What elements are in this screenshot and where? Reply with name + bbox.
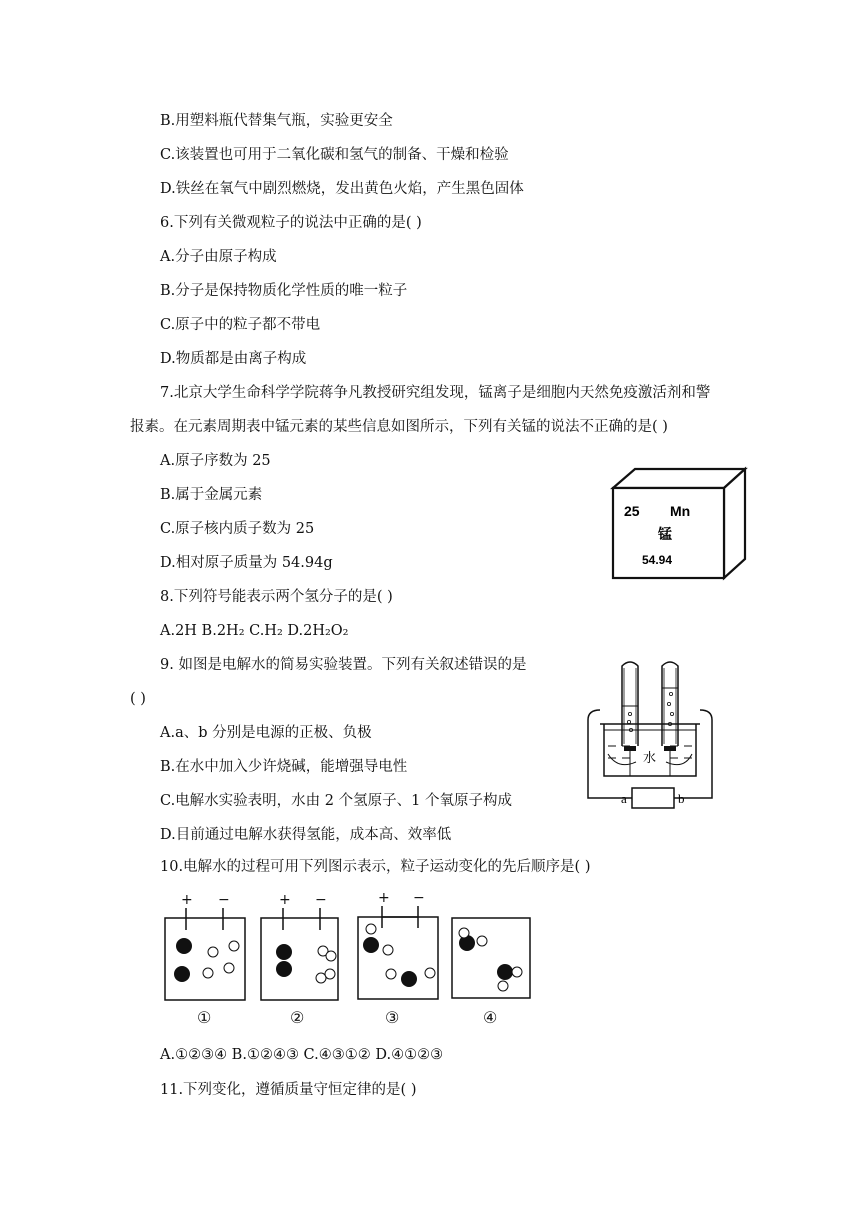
minus-sign-1: − — [218, 892, 230, 908]
plus-sign-1: + — [181, 892, 193, 908]
electrolysis-particle-diagram — [160, 888, 540, 1003]
diagram-label-3: ③ — [385, 1008, 400, 1027]
q6-option-a: A.分子由原子构成 — [160, 249, 277, 265]
q6-option-c: C.原子中的粒子都不带电 — [160, 317, 321, 333]
q7-option-c: C.原子核内质子数为 25 — [160, 521, 315, 537]
plus-sign-3: + — [378, 890, 390, 906]
q7-stem-line1: 7.北京大学生命科学学院蒋争凡教授研究组发现，锰离子是细胞内天然免疫激活剂和警 — [160, 385, 711, 401]
element-name: 锰 — [658, 527, 672, 543]
q7-option-d: D.相对原子质量为 54.94g — [160, 555, 333, 571]
q5-option-d: D.铁丝在氧气中剧烈燃烧，发出黄色火焰，产生黑色固体 — [160, 181, 524, 197]
q10-options: A.①②③④ B.①②④③ C.④③①② D.④①②③ — [160, 1047, 444, 1063]
terminal-a-label: a — [621, 791, 627, 806]
element-mass: 54.94 — [642, 553, 673, 567]
q6-option-b: B.分子是保持物质化学性质的唯一粒子 — [160, 283, 408, 299]
q5-option-c: C.该装置也可用于二氧化碳和氢气的制备、干燥和检验 — [160, 147, 509, 163]
q10-stem: 10.电解水的过程可用下列图示表示，粒子运动变化的先后顺序是( ) — [160, 859, 591, 875]
electrolysis-apparatus-figure — [588, 658, 718, 816]
q9-stem-line2: ( ) — [130, 691, 146, 707]
q7-option-a: A.原子序数为 25 — [160, 453, 271, 469]
q7-stem-line2: 报素。在元素周期表中锰元素的某些信息如图所示，下列有关锰的说法不正确的是( ) — [130, 419, 668, 435]
q9-option-c: C.电解水实验表明，水由 2 个氢原子、1 个氧原子构成 — [160, 793, 512, 809]
minus-sign-3: − — [413, 890, 425, 906]
q11-stem: 11.下列变化，遵循质量守恒定律的是( ) — [160, 1082, 417, 1098]
element-number: 25 — [624, 503, 640, 519]
q8-stem: 8.下列符号能表示两个氢分子的是( ) — [160, 589, 393, 605]
water-label: 水 — [643, 751, 657, 766]
plus-sign-2: + — [279, 892, 291, 908]
diagram-label-1: ① — [197, 1008, 212, 1027]
minus-sign-2: − — [315, 892, 327, 908]
q9-stem-line1: 9. 如图是电解水的简易实验装置。下列有关叙述错误的是 — [160, 657, 527, 673]
q5-option-b: B.用塑料瓶代替集气瓶，实验更安全 — [160, 113, 393, 129]
q6-option-d: D.物质都是由离子构成 — [160, 351, 307, 367]
element-symbol: Mn — [670, 503, 691, 519]
diagram-label-4: ④ — [483, 1008, 498, 1027]
q9-option-b: B.在水中加入少许烧碱，能增强导电性 — [160, 759, 408, 775]
q9-option-a: A.a、b 分别是电源的正极、负极 — [160, 725, 372, 741]
q9-option-d: D.目前通过电解水获得氢能，成本高、效率低 — [160, 827, 452, 843]
q6-stem: 6.下列有关微观粒子的说法中正确的是( ) — [160, 215, 422, 231]
diagram-label-2: ② — [290, 1008, 305, 1027]
terminal-b-label: b — [678, 791, 685, 806]
q7-option-b: B.属于金属元素 — [160, 487, 263, 503]
q8-options: A.2H B.2H₂ C.H₂ D.2H₂O₂ — [160, 623, 349, 639]
manganese-element-cube-figure — [610, 466, 750, 581]
